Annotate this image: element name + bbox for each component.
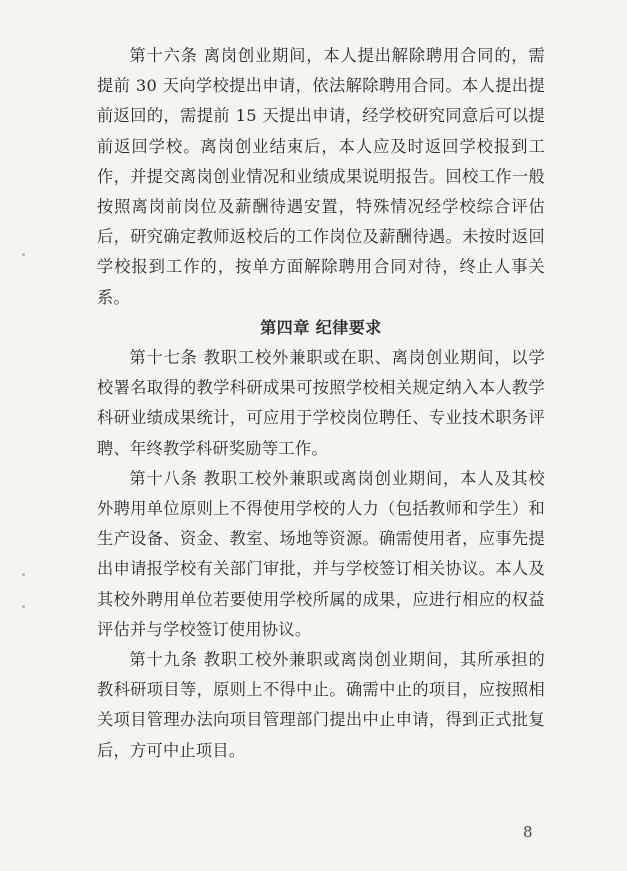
article-17-paragraph: 第十七条 教职工校外兼职或在职、离岗创业期间，以学校署名取得的教学科研成果可按照学校相关规定纳入本人教学科研业绩成果统计，可应用于学校岗位聘任、专业技术职务评聘、年终教学科研奖励等工作。: [97, 348, 545, 458]
article-19-paragraph: 第十九条 教职工校外兼职或离岗创业期间，其所承担的教科研项目等，原则上不得中止。确需中止的项目，应按照相关项目管理办法向项目管理部门提出中止申请，得到正式批复后，方可中止项目。: [97, 650, 545, 760]
scan-mark: [22, 253, 25, 256]
document-body: [97, 41, 545, 766]
scan-mark: [22, 605, 25, 608]
chapter-heading: 第四章 纪律要求: [260, 317, 382, 337]
article-16-paragraph: 第十六条 离岗创业期间，本人提出解除聘用合同的，需提前 30 天向学校提出申请，依法解除聘用合同。本人提出提前返回的，需提前 15 天提出申请，经学校研究同意后可以提前返回学校。离岗创业结束后，本人应及时返回学校报到工作，并提交离岗创业情况和业绩成果说明报告。回校工作一般按照离岗前岗位及薪酬待遇安置，特殊情况经学校综合评估后，研究确定教师返校后的工作岗位及薪酬待遇。未按时返回学校报到工作的，按单方面解除聘用合同对待，终止人事关系。: [97, 46, 545, 307]
scan-mark: [22, 573, 25, 576]
page-number: 8: [523, 823, 533, 841]
article-18-paragraph: 第十八条 教职工校外兼职或离岗创业期间，本人及其校外聘用单位原则上不得使用学校的人力（包括教师和学生）和生产设备、资金、教室、场地等资源。确需使用者，应事先提出申请报学校有关部门审批，并与学校签订相关协议。本人及其校外聘用单位若要使用学校所属的成果，应进行相应的权益评估并与学校签订使用协议。: [97, 468, 545, 639]
